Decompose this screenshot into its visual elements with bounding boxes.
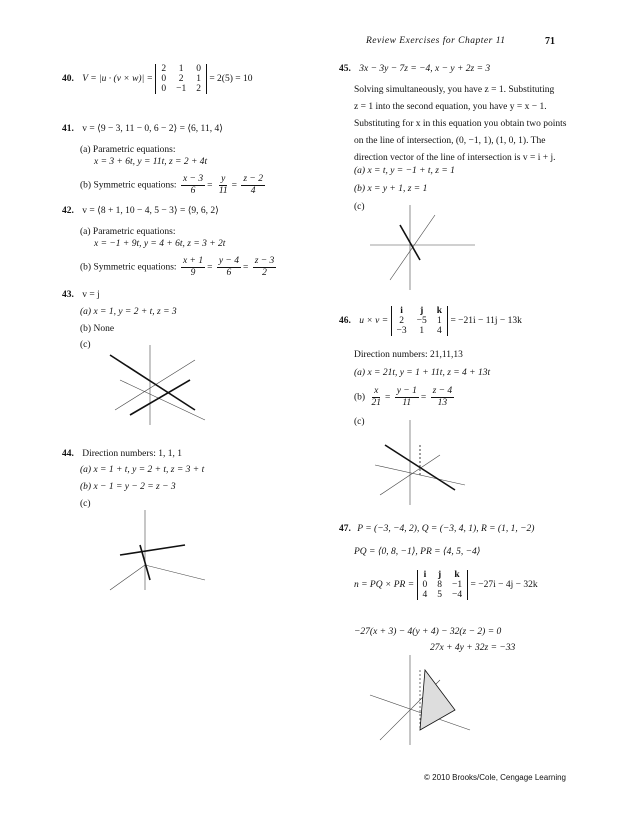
direction-numbers: Direction numbers: 21,11,13 [354, 350, 463, 360]
problem-number: 40. [62, 74, 74, 85]
part-a: (a) x = t, y = −1 + t, z = 1 [354, 166, 455, 176]
part-c: (c) [354, 417, 365, 427]
plane-equation: 27x + 4y + 32z = −33 [430, 643, 516, 653]
part-a: (a) x = 1, y = 2 + t, z = 3 [80, 307, 177, 317]
part-a: (a) x = 1 + t, y = 2 + t, z = 3 + t [80, 465, 205, 475]
graph-44 [100, 505, 210, 600]
part-a-label: (a) Parametric equations: [80, 145, 176, 155]
plane-equation-expanded: −27(x + 3) − 4(y + 4) − 32(z − 2) = 0 [354, 627, 502, 637]
planes-equation: 3x − 3y − 7z = −4, x − y + 2z = 3 [359, 64, 491, 74]
part-c: (c) [80, 340, 91, 350]
part-a-label: (a) Parametric equations: [80, 227, 176, 237]
triple-product-lhs: V = |u · (v × w)| = [82, 74, 153, 85]
part-c: (c) [354, 202, 365, 212]
normal-matrix: i j k 0 8 −1 4 5 −4 [417, 570, 469, 600]
symmetric-equations: (b) Symmetric equations: $\frac{x + 1}{9}$ = $\frac{y - 4}{6}$ = $\frac{z - 3}{2}$ [80, 256, 275, 278]
problem-44 [62, 449, 182, 459]
graph-47 [365, 650, 475, 750]
part-c: (c) [80, 499, 91, 509]
part-b: (b) x = y + 1, z = 1 [354, 184, 428, 194]
symmetric-equations: (b) Symmetric equations: $\frac{x - 3}{6}$ = $\frac{y}{11}$ = $\frac{z - 2}{4}$ [80, 174, 263, 196]
direction-numbers: Direction numbers: 1, 1, 1 [82, 449, 182, 459]
problem-number: 41. [62, 124, 74, 134]
points: P = (−3, −4, 2), Q = (−3, 4, 1), R = (1, 1, −2) [357, 524, 535, 534]
part-a: (a) x = 21t, y = 1 + 11t, z = 4 + 13t [354, 368, 491, 378]
part-b: (b) None [80, 324, 115, 334]
problem-46 [339, 306, 522, 336]
problem-number: 46. [339, 316, 351, 327]
problem-40 [62, 64, 253, 94]
cross-product-rhs: = −21i − 11j − 13k [450, 316, 522, 327]
graph-45 [365, 200, 480, 295]
problem-47 [339, 524, 534, 534]
part-b: (b) x − 1 = y − 2 = z − 3 [80, 482, 176, 492]
problem-number: 45. [339, 64, 351, 74]
normal-vector: n = PQ × PR = i j k 0 8 −1 4 5 −4 = −27i − 4j − 32k [354, 570, 538, 600]
solution-text: Solving simultaneously, you have z = 1. Substituting z = 1 into the second equation, you have y = x − 1. Substituting for x in this equation you obtain two points on the line of intersection, (0, −1, 1), (1, 0, 1). The direction vector of the line of intersection is v = i + j. [354, 85, 567, 163]
graph-43 [100, 340, 220, 435]
problem-43 [62, 290, 100, 300]
direction-vector: v = j [82, 290, 100, 300]
direction-vector: v = ⟨9 − 3, 11 − 0, 6 − 2⟩ = ⟨6, 11, 4⟩ [82, 124, 223, 134]
problem-42 [62, 205, 219, 216]
part-b-symmetric: (b) $\frac{x}{21}$ = $\frac{y - 1}{11}$ = $\frac{z - 4}{13}$ [354, 386, 453, 408]
cross-product-lhs: u × v = [359, 316, 389, 327]
parametric-equations: x = −1 + 9t, y = 4 + 6t, z = 3 + 2t [94, 239, 226, 249]
problem-41 [62, 123, 223, 134]
problem-number: 47. [339, 524, 351, 534]
graph-46 [365, 415, 475, 510]
running-title: Review Exercises for Chapter 11 [366, 36, 506, 46]
parametric-equations: x = 3 + 6t, y = 11t, z = 2 + 4t [94, 157, 208, 167]
problem-45 [339, 64, 490, 74]
problem-number: 42. [62, 206, 74, 216]
direction-vector: v = ⟨8 + 1, 10 − 4, 5 − 3⟩ = ⟨9, 6, 2⟩ [82, 206, 219, 216]
page-number: 71 [545, 36, 555, 47]
vectors: PQ = ⟨0, 8, −1⟩, PR = ⟨4, 5, −4⟩ [354, 547, 481, 557]
triple-product-rhs: = 2(5) = 10 [209, 74, 253, 85]
determinant-matrix: 2 1 0 0 2 1 0 −1 2 [155, 64, 207, 94]
cross-product-matrix: i j k 2 −5 1 −3 1 4 [391, 306, 449, 336]
copyright: © 2010 Brooks/Cole, Cengage Learning [424, 773, 566, 782]
problem-number: 44. [62, 449, 74, 459]
problem-number: 43. [62, 290, 74, 300]
